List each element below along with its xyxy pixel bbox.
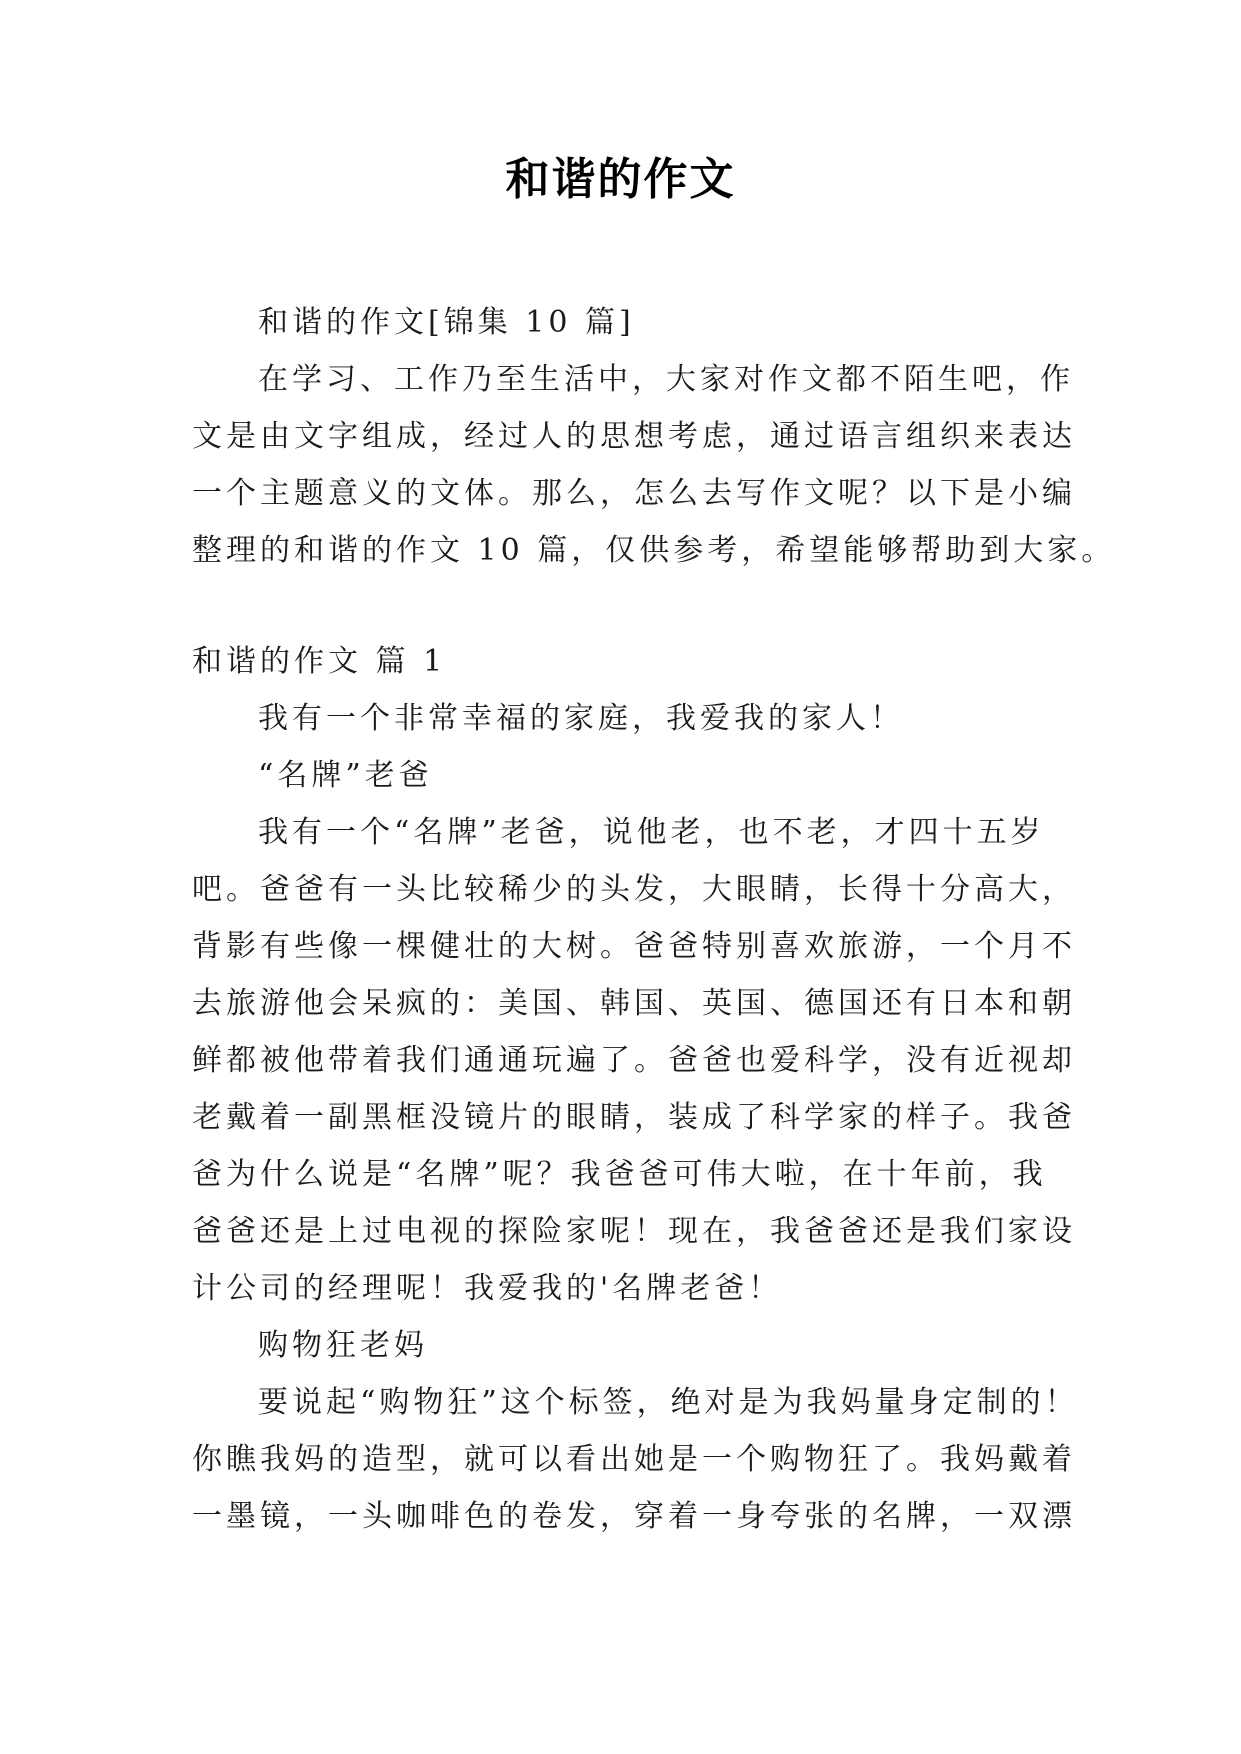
page-title: 和谐的作文 — [505, 154, 736, 205]
text-line: 文是由文字组成，经过人的思想考虑，通过语言组织来表达 — [192, 419, 1076, 454]
text-line: 你瞧我妈的造型，就可以看出她是一个购物狂了。我妈戴着 — [192, 1442, 1076, 1477]
text-line: 鲜都被他带着我们通通玩遍了。爸爸也爱科学，没有近视却 — [192, 1043, 1076, 1078]
text-line: 一墨镜，一头咖啡色的卷发，穿着一身夸张的名牌，一双漂 — [192, 1499, 1076, 1534]
text-line: 和谐的作文[锦集 10 篇] — [258, 305, 635, 340]
paragraph-gap — [192, 579, 1072, 633]
text-line: 爸爸还是上过电视的探险家呢！现在，我爸爸还是我们家设 — [192, 1214, 1076, 1249]
subheading: 购物狂老妈 — [258, 1328, 428, 1363]
text-line: 在学习、工作乃至生活中，大家对作文都不陌生吧，作 — [258, 362, 1074, 397]
text-line: 老戴着一副黑框没镜片的眼睛，装成了科学家的样子。我爸 — [192, 1100, 1076, 1135]
subheading: “名牌”老爸 — [258, 758, 433, 793]
text-line: 爸为什么说是“名牌”呢？我爸爸可伟大啦，在十年前，我 — [192, 1157, 1047, 1192]
text-line: 吧。爸爸有一头比较稀少的头发，大眼睛，长得十分高大， — [192, 872, 1076, 907]
text-line: 背影有些像一棵健壮的大树。爸爸特别喜欢旅游，一个月不 — [192, 929, 1076, 964]
text-line: 计公司的经理呢！我爱我的'名牌老爸！ — [192, 1271, 783, 1306]
text-line: 一个主题意义的文体。那么，怎么去写作文呢？以下是小编 — [192, 476, 1076, 511]
text-line: 我有一个非常幸福的家庭，我爱我的家人！ — [258, 701, 904, 736]
text-line: 去旅游他会呆疯的：美国、韩国、英国、德国还有日本和朝 — [192, 986, 1076, 1021]
text-line: 我有一个“名牌”老爸，说他老，也不老，才四十五岁 — [258, 815, 1045, 850]
text-line: 整理的和谐的作文 10 篇，仅供参考，希望能够帮助到大家。 — [192, 533, 1116, 568]
document-body — [192, 294, 1116, 1545]
section-heading: 和谐的作文 篇 1 — [192, 644, 447, 679]
text-line: 要说起“购物狂”这个标签，绝对是为我妈量身定制的！ — [258, 1385, 1079, 1420]
